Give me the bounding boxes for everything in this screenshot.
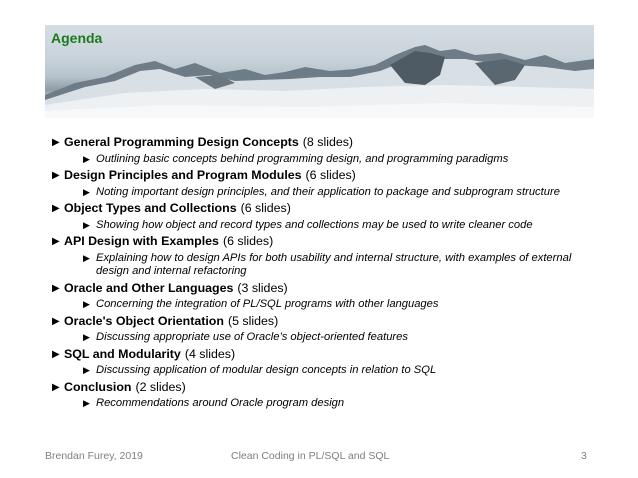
- agenda-item-heading: [52, 135, 597, 151]
- agenda-item-heading: [52, 380, 597, 396]
- triangle-right-icon: ▶: [52, 348, 60, 360]
- triangle-right-icon: ▶: [52, 236, 60, 247]
- agenda-item-description: Concerning the integration of PL/SQL programs with other languages: [96, 298, 439, 310]
- triangle-right-icon: ▶: [52, 282, 60, 294]
- agenda-item-description-row: [83, 397, 597, 411]
- agenda-item: [52, 168, 597, 199]
- agenda-item-slide-count: (6 slides): [222, 234, 274, 248]
- agenda-item-heading: [52, 168, 597, 184]
- triangle-right-icon: ▶: [83, 252, 90, 263]
- agenda-item: [52, 380, 597, 411]
- agenda-item-description-row: [83, 153, 597, 167]
- agenda-item: [52, 201, 597, 232]
- page-number: 3: [581, 450, 587, 462]
- triangle-right-icon: ▶: [83, 219, 90, 230]
- triangle-right-icon: ▶: [52, 315, 60, 327]
- header-banner: [45, 25, 594, 118]
- agenda-item-description: Showing how object and record types and collections may be used to write cleaner code: [96, 218, 533, 231]
- agenda-item-title: API Design with Examples: [64, 234, 219, 248]
- agenda-item-slide-count: (4 slides): [184, 346, 236, 361]
- agenda-item-heading: [52, 347, 597, 363]
- agenda-item-description: Noting important design principles, and their application to package and subprogram structure: [96, 185, 560, 198]
- agenda-item-heading: [52, 234, 597, 250]
- agenda-item-description: Recommendations around Oracle program design: [96, 397, 345, 409]
- agenda-item: [52, 281, 597, 312]
- agenda-item-title: Design Principles and Program Modules: [64, 168, 302, 182]
- triangle-right-icon: ▶: [83, 398, 90, 408]
- agenda-item-slide-count: (2 slides): [135, 379, 186, 394]
- agenda-item-description-row: [83, 252, 597, 279]
- agenda-item-description-row: [83, 219, 597, 233]
- triangle-right-icon: ▶: [83, 365, 90, 375]
- agenda-item-title: Oracle's Object Orientation: [64, 313, 224, 328]
- footer-author: Brendan Furey, 2019: [45, 450, 143, 462]
- agenda-item-description: Discussing application of modular design concepts in relation to SQL: [96, 364, 437, 376]
- triangle-right-icon: ▶: [52, 137, 60, 148]
- agenda-item: [52, 234, 597, 279]
- agenda-item-title: Conclusion: [64, 379, 132, 394]
- mountain-landscape-image: [45, 25, 594, 118]
- agenda-list: [52, 135, 597, 412]
- agenda-item-slide-count: (6 slides): [305, 168, 356, 182]
- footer-title: Clean Coding in PL/SQL and SQL: [231, 450, 390, 462]
- agenda-item-title: Oracle and Other Languages: [64, 280, 234, 295]
- triangle-right-icon: ▶: [52, 170, 60, 181]
- agenda-item-heading: [52, 281, 597, 297]
- agenda-item-description-row: [83, 298, 597, 312]
- agenda-item: [52, 347, 597, 378]
- agenda-item: [52, 135, 597, 166]
- agenda-item-description: Explaining how to design APIs for both usability and internal structure, with examples of external design and internal refactoring: [96, 251, 572, 277]
- slide-title: Agenda: [51, 30, 103, 46]
- agenda-item-description-row: [83, 331, 597, 345]
- agenda-item-title: General Programming Design Concepts: [64, 135, 299, 149]
- triangle-right-icon: ▶: [83, 153, 90, 164]
- agenda-item-title: SQL and Modularity: [64, 346, 181, 361]
- agenda-item-heading: [52, 314, 597, 330]
- agenda-item-description-row: [83, 364, 597, 378]
- triangle-right-icon: ▶: [52, 203, 60, 214]
- agenda-item-description: Discussing appropriate use of Oracle’s object-oriented features: [96, 331, 408, 343]
- agenda-item-slide-count: (6 slides): [240, 201, 291, 215]
- agenda-item-title: Object Types and Collections: [64, 201, 237, 215]
- triangle-right-icon: ▶: [83, 299, 90, 309]
- agenda-item-description: Outlining basic concepts behind programming design, and programming paradigms: [96, 152, 509, 165]
- agenda-item-heading: [52, 201, 597, 217]
- agenda-item: [52, 314, 597, 345]
- triangle-right-icon: ▶: [52, 381, 60, 393]
- agenda-item-slide-count: (5 slides): [227, 313, 279, 328]
- agenda-item-slide-count: (3 slides): [237, 280, 288, 295]
- agenda-item-description-row: [83, 186, 597, 200]
- agenda-item-slide-count: (8 slides): [302, 135, 354, 149]
- triangle-right-icon: ▶: [83, 332, 90, 342]
- triangle-right-icon: ▶: [83, 186, 90, 197]
